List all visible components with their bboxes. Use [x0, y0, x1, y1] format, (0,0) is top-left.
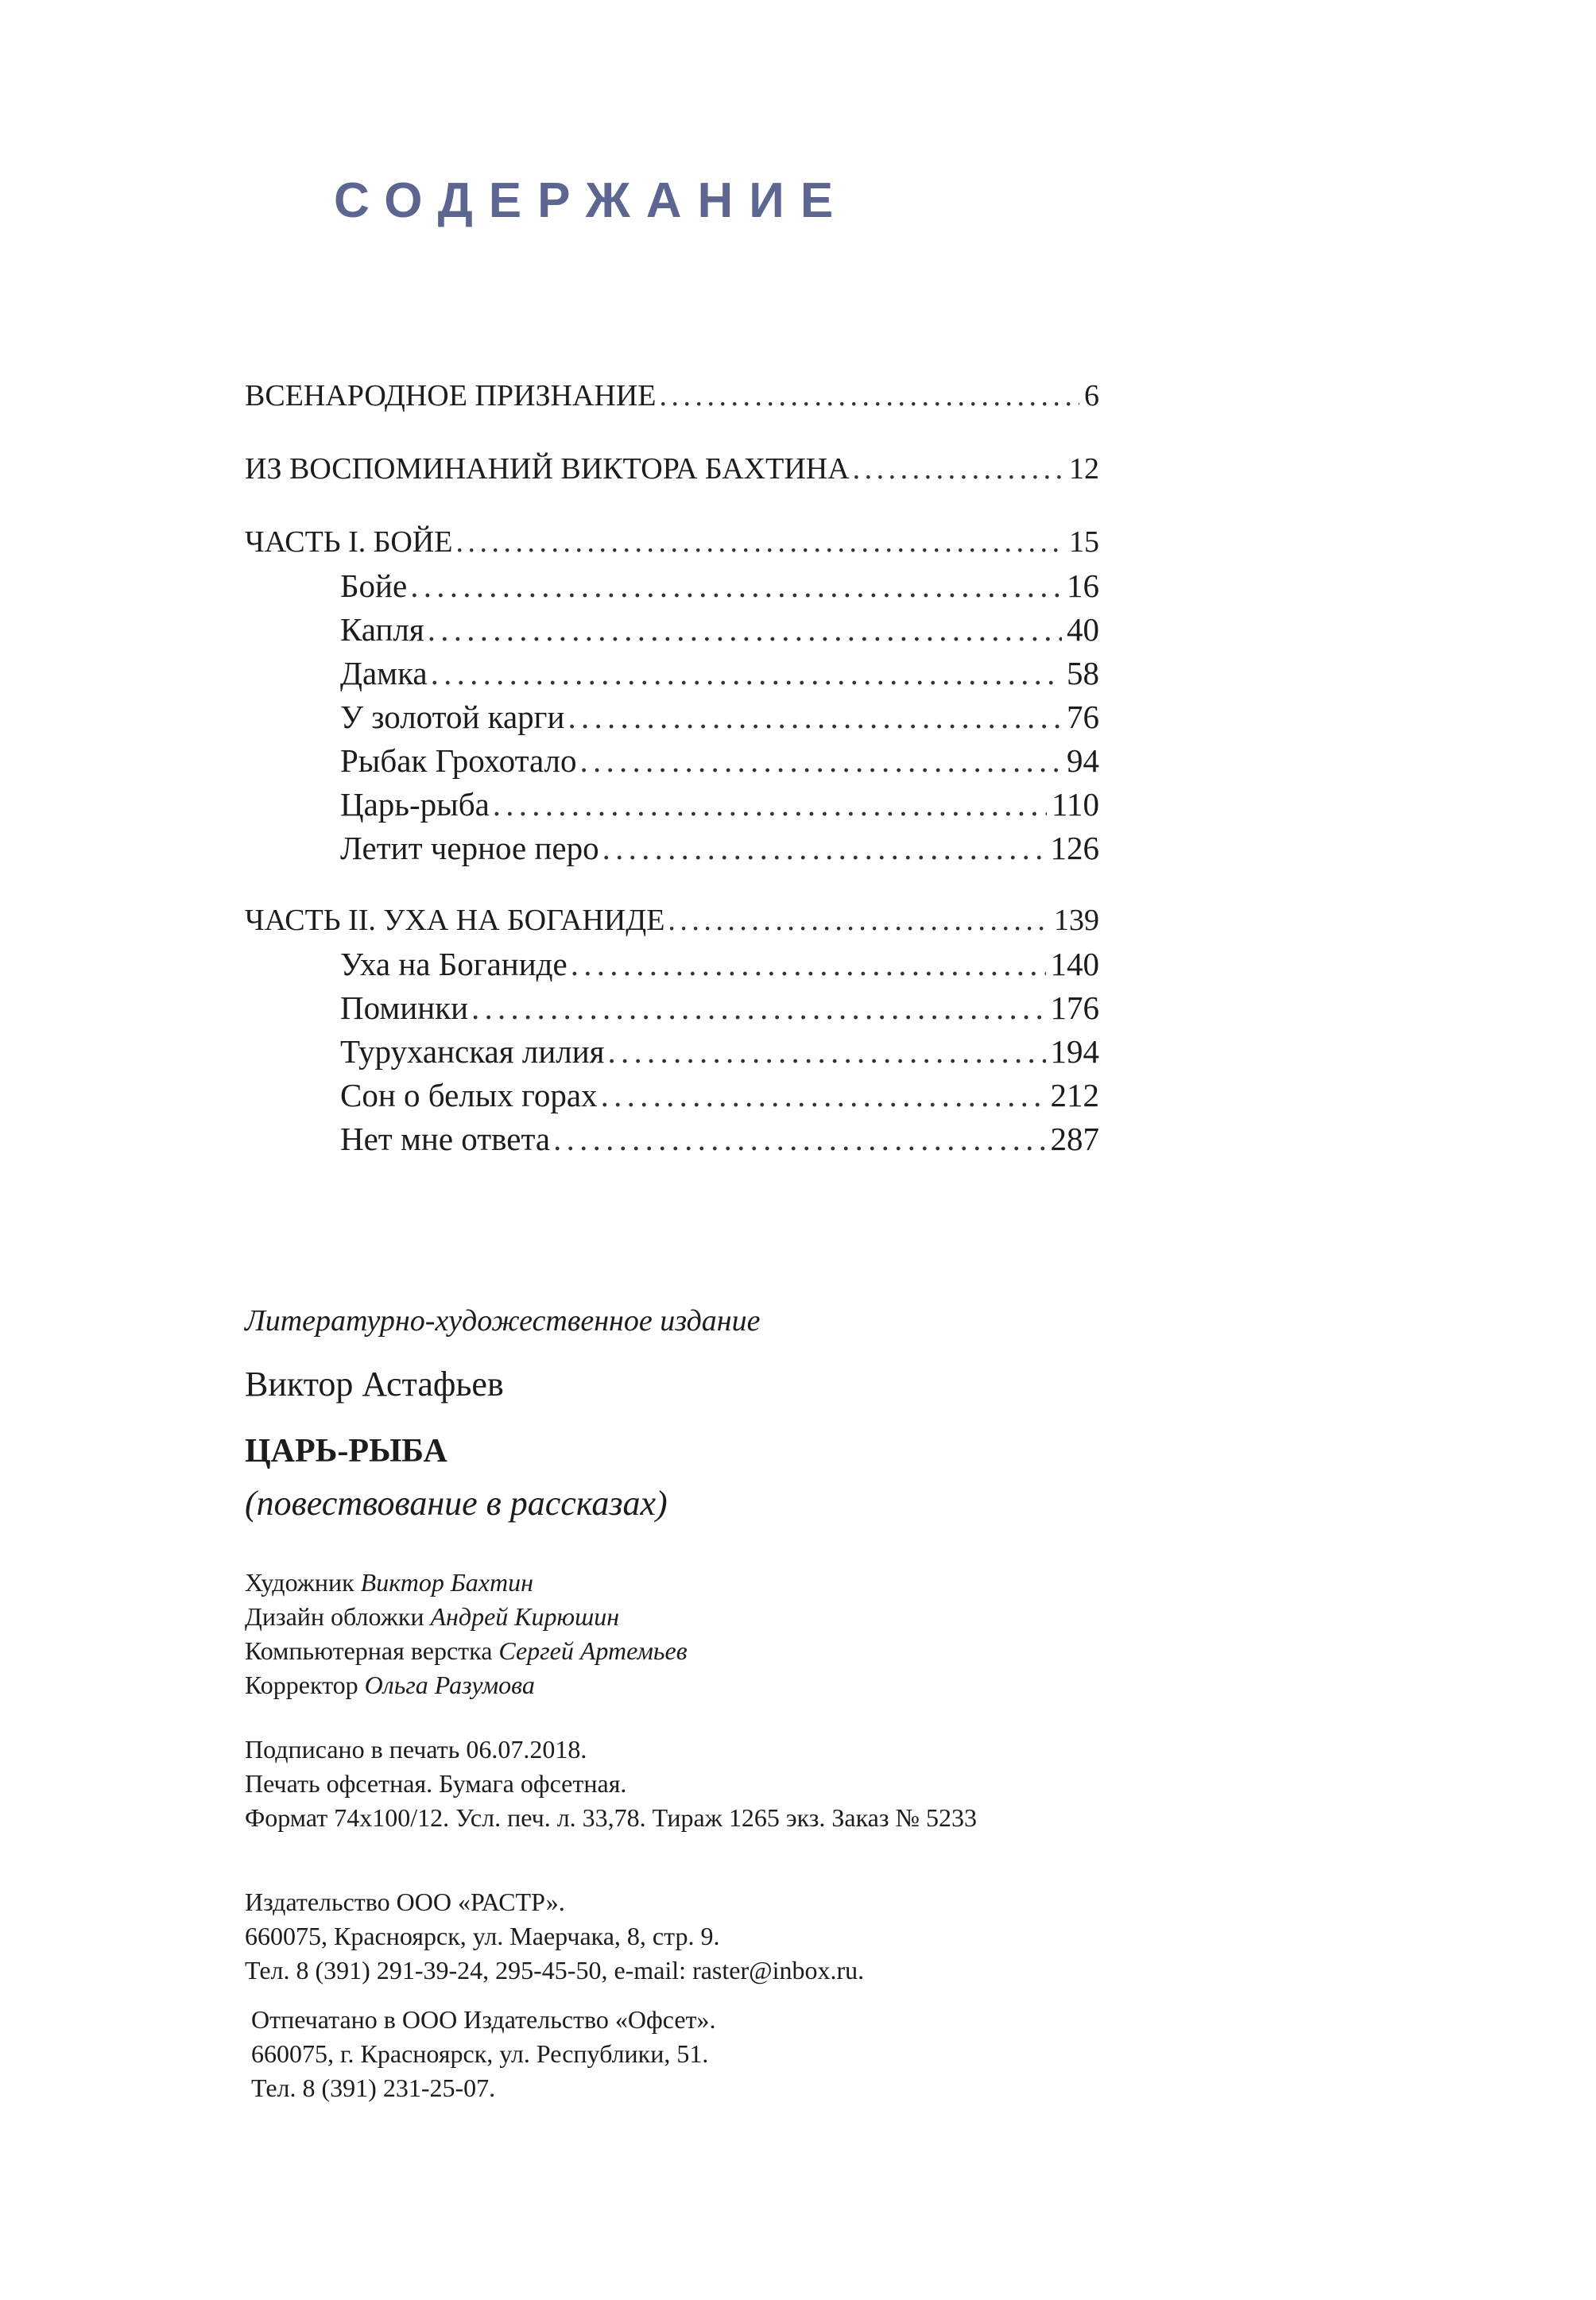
toc-entry-label: У золотой карги — [340, 699, 565, 735]
toc-entry-label: Бойе — [340, 567, 408, 604]
toc-leader-dots — [608, 1029, 1046, 1074]
credit-layout — [245, 1634, 688, 1668]
toc-entry[interactable] — [340, 985, 1099, 1030]
credit-person: Ольга Разумова — [364, 1671, 535, 1699]
toc-entry-label: Рыбак Грохотало — [340, 742, 577, 779]
toc-entry-page: 12 — [1069, 452, 1099, 486]
toc-entry-page: 40 — [1067, 611, 1099, 648]
toc-entry-page: 58 — [1067, 655, 1099, 691]
toc-entry-page: 16 — [1067, 567, 1099, 604]
book-subtitle: (повествование в рассказах) — [245, 1484, 668, 1523]
toc-entry-label: Уха на Боганиде — [340, 946, 568, 982]
publisher-info — [245, 1885, 864, 1988]
print-info-line: Подписано в печать 06.07.2018. — [245, 1735, 587, 1764]
toc-entry-label: Дамка — [340, 655, 428, 691]
toc-entry-page: 126 — [1050, 830, 1099, 866]
toc-entry[interactable] — [340, 651, 1099, 695]
toc-entry-page: 110 — [1052, 786, 1099, 823]
toc-leader-dots — [602, 826, 1046, 870]
toc-entry-label: Летит черное перо — [340, 830, 599, 866]
toc-entry[interactable] — [340, 563, 1099, 608]
toc-entry[interactable] — [245, 374, 1099, 418]
toc-entry-label: ЧАСТЬ I. БОЙЕ — [245, 525, 453, 559]
toc-entry-label: Поминки — [340, 989, 469, 1026]
print-info-line: Печать офсетная. Бумага офсетная. — [245, 1769, 627, 1798]
toc-entry-label: Сон о белых горах — [340, 1077, 598, 1113]
toc-leader-dots — [668, 898, 1049, 943]
toc-entry-page: 15 — [1069, 525, 1099, 559]
printer-info — [251, 2003, 716, 2105]
credit-role: Корректор — [245, 1671, 358, 1699]
toc-entry-label: ЧАСТЬ II. УХА НА БОГАНИДЕ — [245, 904, 665, 937]
toc-leader-dots — [853, 447, 1064, 491]
edition-kind: Литературно-художественное издание — [245, 1304, 761, 1338]
credit-role: Компьютерная верстка — [245, 1636, 493, 1665]
credit-person: Виктор Бахтин — [360, 1568, 533, 1597]
toc-entry[interactable] — [340, 607, 1099, 652]
toc-leader-dots — [553, 1117, 1045, 1161]
credit-artist — [245, 1566, 688, 1600]
toc-entry-page: 139 — [1054, 904, 1099, 937]
toc-title: СОДЕРЖАНИЕ — [334, 173, 850, 228]
book-title: ЦАРЬ-РЫБА — [245, 1433, 447, 1469]
credit-person: Сергей Артемьев — [498, 1636, 688, 1665]
publisher-line: Издательство ООО «РАСТР». — [245, 1888, 565, 1916]
credit-role: Дизайн обложки — [245, 1602, 424, 1631]
print-info — [245, 1733, 977, 1835]
toc-entry-page: 287 — [1050, 1121, 1099, 1157]
publisher-line: Тел. 8 (391) 291-39-24, 295-45-50, e-mail: raster@inbox.ru. — [245, 1956, 865, 1984]
toc-entry[interactable] — [340, 826, 1099, 870]
toc-leader-dots — [455, 520, 1064, 564]
toc-entry-page: 94 — [1067, 742, 1099, 779]
toc-entry-label: Царь-рыба — [340, 786, 490, 823]
print-info-line: Формат 74х100/12. Усл. печ. л. 33,78. Тираж 1265 экз. Заказ № 5233 — [245, 1803, 978, 1832]
toc-entry-page: 76 — [1067, 699, 1099, 735]
publisher-line: 660075, Красноярск, ул. Маерчака, 8, стр. 9. — [245, 1922, 720, 1950]
toc-entry[interactable] — [245, 447, 1099, 491]
toc-entry-page: 140 — [1050, 946, 1099, 982]
credit-role: Художник — [245, 1568, 354, 1597]
toc-entry-page: 176 — [1050, 989, 1099, 1026]
toc-leader-dots — [568, 695, 1062, 739]
book-author: Виктор Астафьев — [245, 1365, 504, 1404]
toc-entry[interactable] — [340, 738, 1099, 783]
toc-entry[interactable] — [340, 695, 1099, 739]
toc-entry[interactable] — [340, 782, 1099, 827]
credit-cover-design — [245, 1600, 688, 1634]
toc-leader-dots — [428, 607, 1062, 652]
toc-entry-label: Туруханская лилия — [340, 1033, 605, 1070]
credit-person: Андрей Кирюшин — [430, 1602, 620, 1631]
toc-leader-dots — [410, 563, 1062, 608]
toc-entry-label: Нет мне ответа — [340, 1121, 551, 1157]
printer-line: 660075, г. Красноярск, ул. Республики, 51. — [251, 2039, 709, 2068]
toc-leader-dots — [660, 374, 1080, 418]
toc-entry-label: ИЗ ВОСПОМИНАНИЙ ВИКТОРА БАХТИНА — [245, 452, 850, 486]
toc-leader-dots — [493, 782, 1047, 827]
toc-entry-page: 194 — [1050, 1033, 1099, 1070]
toc-entry[interactable] — [340, 942, 1099, 986]
printer-line: Тел. 8 (391) 231-25-07. — [251, 2073, 496, 2102]
toc-leader-dots — [471, 985, 1045, 1030]
toc-leader-dots — [571, 942, 1046, 986]
credit-proofreader — [245, 1668, 688, 1702]
toc-entry[interactable] — [340, 1117, 1099, 1161]
toc-entry-label: Капля — [340, 611, 424, 648]
toc-entry-label: ВСЕНАРОДНОЕ ПРИЗНАНИЕ — [245, 379, 657, 412]
toc-part-heading[interactable] — [245, 898, 1099, 943]
credits-list — [245, 1566, 688, 1702]
toc-entry[interactable] — [340, 1073, 1099, 1117]
toc-entry-page: 212 — [1050, 1077, 1099, 1113]
toc-leader-dots — [601, 1073, 1046, 1117]
toc-part-heading[interactable] — [245, 520, 1099, 564]
toc-entry-page: 6 — [1084, 379, 1099, 412]
toc-leader-dots — [580, 738, 1062, 783]
toc-leader-dots — [431, 651, 1062, 695]
toc-entry[interactable] — [340, 1029, 1099, 1074]
printer-line: Отпечатано в ООО Издательство «Офсет». — [251, 2005, 716, 2034]
